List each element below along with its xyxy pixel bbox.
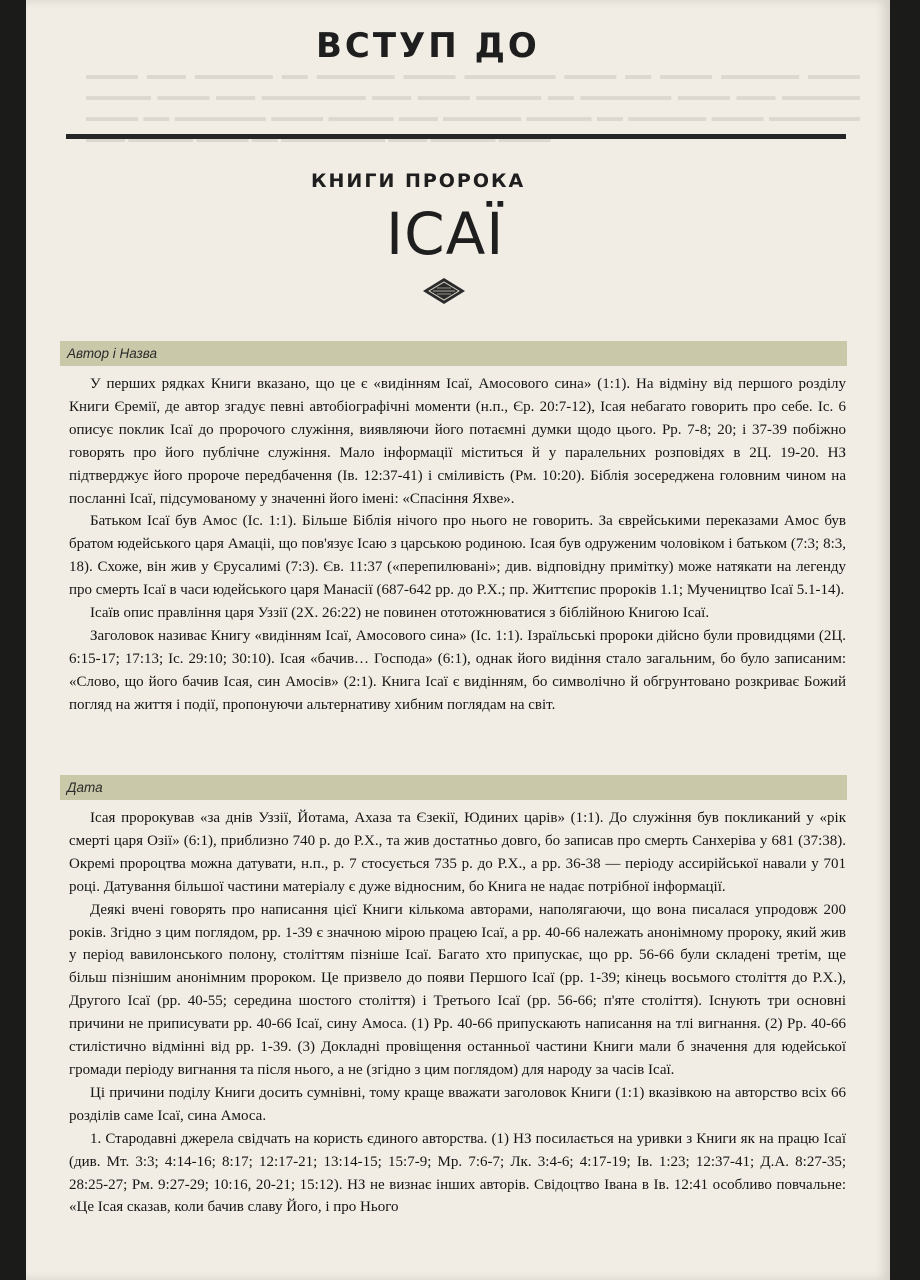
paragraph: 1. Стародавні джерела свідчать на користь єдиного авторства. (1) НЗ посилається на уривки з Книги як на працю Ісаї (див. Мт. 3:3; 4:14-16; 8:17; 12:17-21; 13:14-15; 15:7-9; Мр. 7:6-7; Лк. 3:4-6; 4:17-19; Ів. 1:23; 12:37-41; Д.А. 8:27-35; 28:25-27; Рм. 9:27-29; 10:16, 20-21; 15:12). НЗ не визнає інших авторів. Свідоцтво Івана в Ів. 12:41 особливо повчальне: «Це Ісая сказав, коли бачив славу Його, і про Нього [69,1130,846,1216]
diamond-ornament-icon [421,276,467,306]
heading-rule [66,134,846,139]
paragraph: Деякі вчені говорять про написання цієї Книги кількома авторами, наполягаючи, що вона писалася упродовж 200 років. Згідно з цим поглядом, рр. 1-39 є значною мірою працею Ісаї, а рр. 40-66 належать анонімному пророку, який жив у період вавилонського полону, століттям пізніше Ісаї. Багато хто припускає, що рр. 56-66 були складені третім, ще більш пізнішим анонімним пророком. Це призвело до появи Першого Ісаї (рр. 1-39; кінець восьмого століття до Р.Х.), Другого Ісаї (рр. 40-55; середина шостого століття) і Третього Ісаї (рр. 56-66; п'яте століття). Існують три основні причини не приписувати рр. 40-66 Ісаї, сину Амоса. (1) Рр. 40-66 припускають написання на тлі вигнання. (2) Рр. 40-66 стилістично відмінні від рр. 1-39. (3) Докладні провіщення останньої частини Книги мали б значення для юдейської громади періоду вигнання та після нього, а не (згідно з цим поглядом) для народу за часів Ісаї. [69,901,846,1078]
paragraph: Ісая пророкував «за днів Уззії, Йотама, Ахаза та Єзекії, Юдиних царів» (1:1). До служіння був покликаний у «рік смерті царя Озії» (6:1), приблизно 740 р. до Р.Х., та жив достатньо довго, бо записав про смерть Санхеріва у 681 (37:38). Окремі пророцтва можна датувати, н.п., р. 7 стосується 735 р. до Р.Х., а рр. 36-38 — періоду ассирійської навали у 701 році. Датування більшої частини матеріалу є дуже відносним, бо Книга не надає потрібної інформації. [69,810,846,895]
paragraph: Заголовок називає Книгу «видінням Ісаї, Амосового сина» (Іс. 1:1). Ізраїльські пророки дійсно були провидцями (2Ц. 6:15-17; 17:13; Іс. 29:10; 30:10). Ісая «бачив… Господа» (6:1), однак його видіння стало загальним, бо було записаним: «Слово, що його бачив Ісая, син Амосів» (2:1). Книга Ісаї є видінням, бо символічно й обгрунтовано розкриває Божий погляд на життя і події, пропонуючи альтернативу хибним поглядам на світ. [69,627,846,713]
paragraph: Батьком Ісаї був Амос (Іс. 1:1). Більше Біблія нічого про нього не говорить. За єврейськими переказами Амос був братом юдейського царя Амаціі, що пов'язує Ісаю з царською родиною. Ісая був одруженим чоловіком і батьком (7:3; 8:3, 18). Схоже, він жив у Єрусалимі (7:3). Єв. 11:37 («перепилювані»; див. відповідну примітку) може натякати на легенду про смерть Ісаї в часи юдейського царя Манасії (687-642 рр. до Р.Х.; пр. Життєпис пророків 1.1; Мучеництво Ісаї 5.1-14). [69,513,846,599]
bleed-through-texture: ▬▬▬▬ ▬▬▬ ▬▬▬▬▬▬ ▬▬ ▬▬▬▬▬▬ ▬▬▬▬ ▬▬▬▬▬▬▬ ▬▬▬▬ ▬▬ ▬▬▬▬ ▬▬▬▬▬▬ ▬▬▬▬ ▬▬▬▬▬ ▬▬▬▬ ▬▬▬ ▬▬▬▬▬▬▬▬ ▬▬▬ ▬▬▬▬ ▬▬▬▬▬ ▬▬ ▬▬▬▬▬▬▬ ▬▬▬▬ ▬▬▬ ▬▬▬▬▬▬ ▬▬▬▬ ▬▬ ▬▬▬▬▬▬▬ ▬▬▬▬ ▬▬▬▬▬ ▬▬▬ ▬▬▬▬▬▬ ▬▬▬▬▬ ▬▬ ▬▬▬▬▬▬ ▬▬▬▬ ▬▬▬▬▬▬▬ [86,67,860,124]
paragraph: Ісаїв опис правління царя Уззії (2Х. 26:22) не повинен ототожнюватися з біблійною Книгою Ісаї. [90,605,710,622]
heading-intro: ВСТУП ДО [316,26,540,66]
paragraph: У перших рядках Книги вказано, що це є «видінням Ісаї, Амосового сина» (1:1). На відміну від першого розділу Книги Єремії, де автор згадує певні автобіографічні моменти (н.п., Єр. 20:7-12), Ісая небагато говорить про себе. Іс. 6 описує поклик Ісаї до пророчого служіння, виявляючи його потаємні думки щодо цього. Рр. 7-8; 20; і 37-39 побіжно говорять про його публічне служіння. Мало інформації міститься й у паралельних розповідях в 2Ц. 19-20. НЗ підтверджує його пророче передбачення (Ів. 12:37-41) і сміливість (Рм. 10:20). Біблія зосереджена головним чином на посланні Ісаї, підсумованому у значенні його імені: «Спасіння Яхве». [69,376,846,507]
heading-book-name: ІСАЇ [386,200,505,268]
section-header-author: Автор і Назва [60,341,847,366]
section-body-author [69,373,846,717]
paragraph: Ці причини поділу Книги досить сумнівні, тому краще вважати заголовок Книги (1:1) вказівкою на авторство всіх 66 розділів саме Ісаї, сина Амоса. [69,1084,846,1124]
book-page [26,0,890,1280]
section-body-date [69,807,846,1219]
heading-subtitle: КНИГИ ПРОРОКА [311,170,526,192]
section-header-date: Дата [60,775,847,800]
